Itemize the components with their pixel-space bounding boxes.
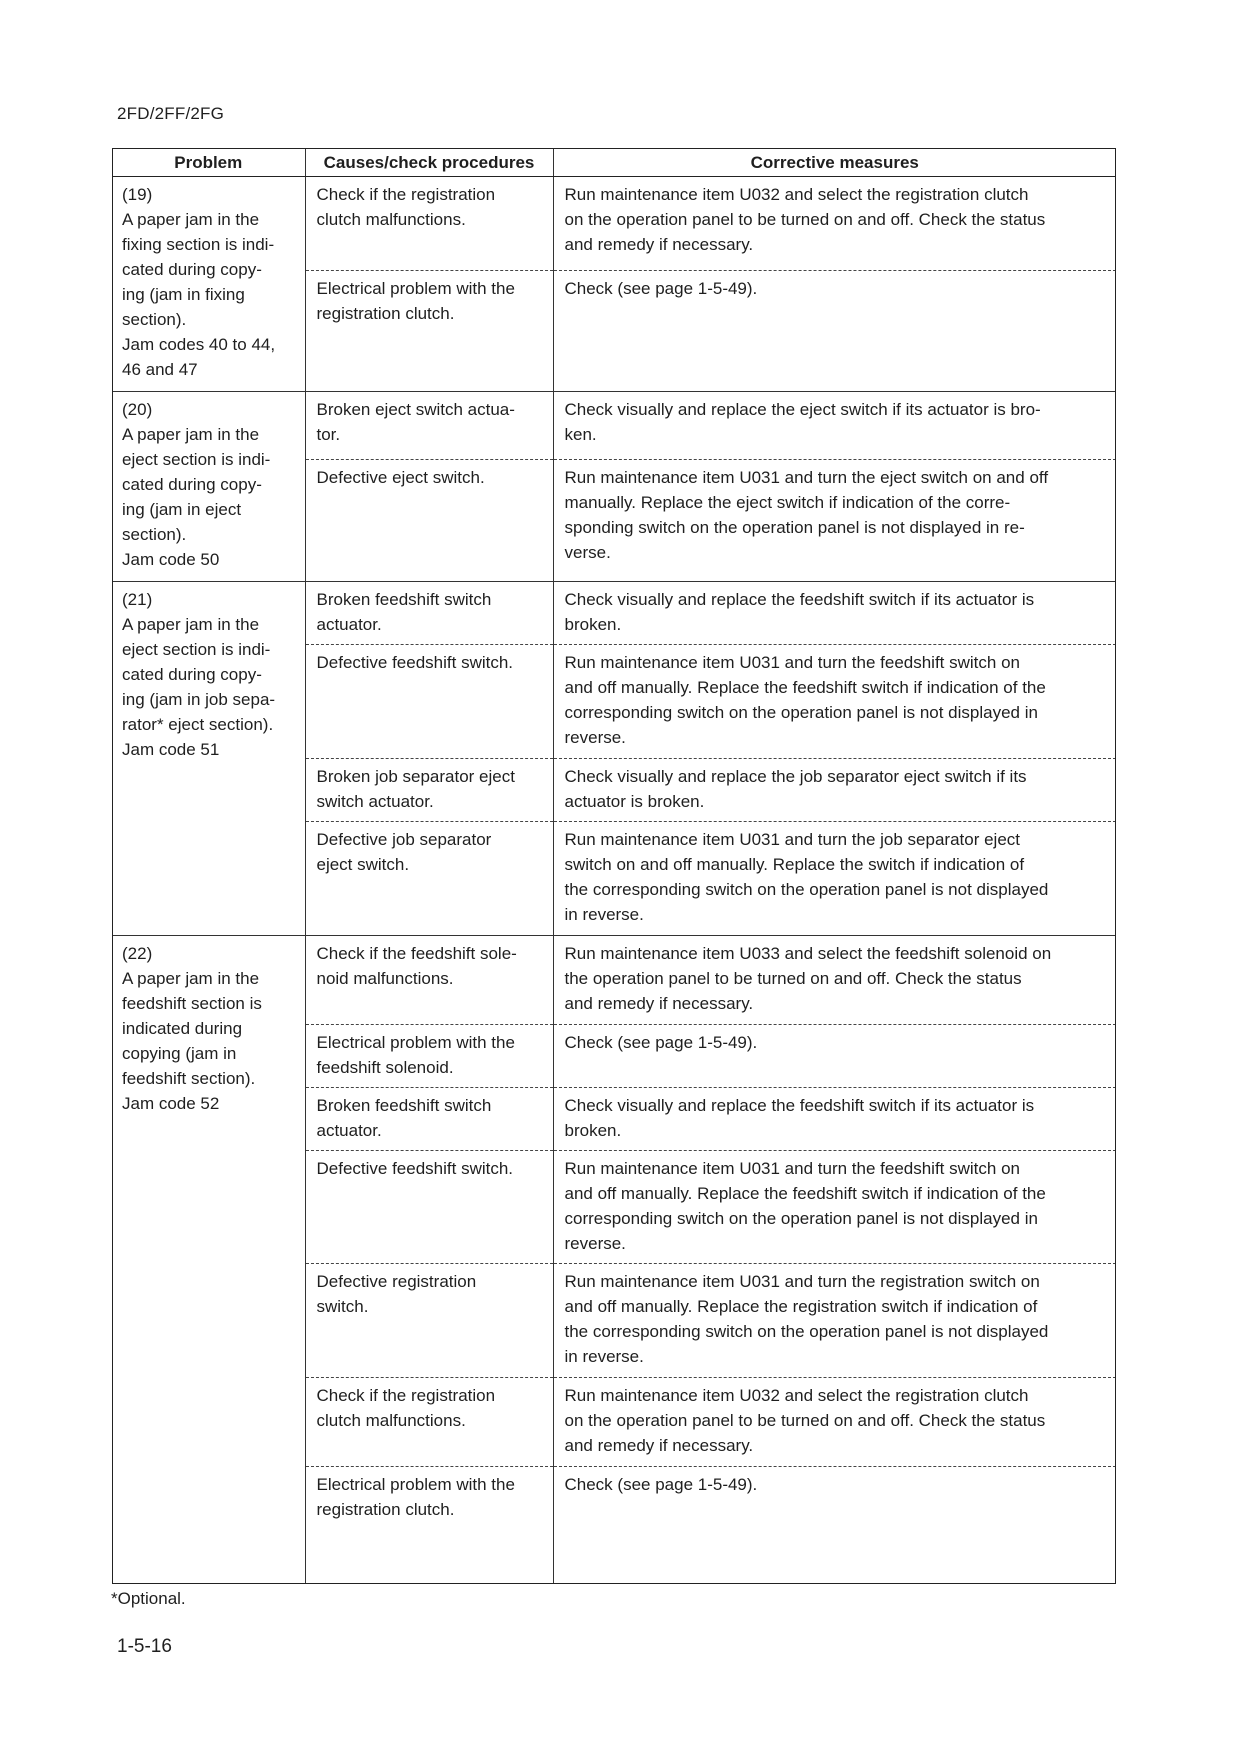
problem-text-line: fixing section is indi- [122, 235, 275, 254]
cause-text-line: Check if the feedshift sole- [316, 944, 517, 964]
problem-text-line: 46 and 47 [122, 360, 198, 379]
problem-text-line: A paper jam in the [122, 425, 260, 445]
cause-cell [305, 1466, 553, 1584]
measure-text-line: reverse. [564, 1233, 626, 1253]
problem-text-line: Jam code 51 [122, 740, 220, 760]
measure-text-line: and off manually. Replace the registration switch if indication of [564, 1297, 1038, 1317]
measure-text-line: actuator is broken. [564, 792, 705, 812]
problem-text-line: rator* eject section). [122, 715, 274, 735]
measure-text-line: sponding switch on the operation panel is not displayed in re- [564, 518, 1025, 538]
measure-text-line: and off manually. Replace the feedshift switch if indication of the [564, 678, 1046, 698]
problem-text-line: copying (jam in [122, 1044, 237, 1064]
measure-text-line: Run maintenance item U031 and turn the feedshift switch on [564, 653, 1020, 673]
cause-cell [305, 1378, 553, 1466]
column-header-measures: Corrective measures [553, 148, 1116, 177]
cause-text-line: Check if the registration [316, 1386, 496, 1406]
measure-text-line: broken. [564, 615, 622, 635]
measure-text-line: the corresponding switch on the operation panel is not displayed [564, 1322, 1049, 1342]
cause-text-line: Broken feedshift switch [316, 590, 492, 610]
measure-text-line: Check (see page 1-5-49). [564, 1474, 758, 1494]
cause-cell [305, 582, 553, 645]
cause-text-line: tor. [316, 425, 341, 445]
measure-text-line: Check visually and replace the feedshift switch if its actuator is [564, 1095, 1035, 1115]
problem-text-line: eject section is indi- [122, 640, 271, 660]
cause-cell [305, 271, 553, 392]
problem-text-line: cated during copy- [122, 665, 262, 685]
measure-cell [553, 936, 1116, 1024]
cause-text-line: Defective registration [316, 1272, 477, 1292]
cause-text-line: Broken feedshift switch [316, 1095, 492, 1115]
measure-text-line: corresponding switch on the operation panel is not displayed in [564, 1208, 1038, 1228]
measure-text-line: and off manually. Replace the feedshift switch if indication of the [564, 1183, 1046, 1203]
measure-text-line: Run maintenance item U031 and turn the feedshift switch on [564, 1158, 1020, 1178]
cause-text-line: Defective feedshift switch. [316, 653, 514, 673]
cause-text-line: actuator. [316, 615, 382, 635]
cause-text-line: feedshift solenoid. [316, 1057, 454, 1077]
measure-text-line: in reverse. [564, 905, 644, 925]
cause-text-line: registration clutch. [316, 1499, 455, 1519]
problem-cell [112, 582, 305, 936]
cause-text-line: Defective feedshift switch. [316, 1158, 514, 1178]
cause-text-line: switch actuator. [316, 792, 434, 812]
measure-text-line: manually. Replace the eject switch if indication of the corre- [564, 493, 1011, 513]
table-body [112, 177, 1116, 1585]
measure-text-line: Run maintenance item U033 and select the feedshift solenoid on [564, 944, 1052, 964]
cause-cell [305, 1087, 553, 1150]
cause-text-line: Defective job separator [316, 830, 492, 850]
cause-cell [305, 1264, 553, 1378]
problem-text-line: feedshift section is [122, 994, 262, 1014]
problem-text-line: Jam codes 40 to 44, [122, 335, 276, 354]
cause-text-line: registration clutch. [316, 304, 455, 324]
problem-text-line: ing (jam in eject [122, 500, 242, 520]
column-header-causes: Causes/check procedures [305, 148, 553, 177]
problem-text-line: A paper jam in the [122, 210, 260, 229]
measure-text-line: corresponding switch on the operation panel is not displayed in [564, 703, 1038, 723]
cause-cell [305, 1024, 553, 1087]
measure-text-line: Check visually and replace the feedshift switch if its actuator is [564, 590, 1035, 610]
cause-text-line: Electrical problem with the [316, 1032, 515, 1052]
measure-text-line: Check (see page 1-5-49). [564, 279, 758, 299]
measure-cell [553, 1466, 1116, 1584]
cause-cell [305, 392, 553, 460]
problem-text-line: section). [122, 525, 187, 545]
table-row [112, 177, 1116, 271]
document-header-model: 2FD/2FF/2FG [117, 104, 225, 123]
problem-text-line: ing (jam in job sepa- [122, 690, 276, 710]
problem-text-line: A paper jam in the [122, 615, 260, 635]
troubleshooting-table [112, 148, 1116, 1584]
cause-cell [305, 1150, 553, 1264]
measure-text-line: and remedy if necessary. [564, 994, 754, 1014]
measure-cell [553, 1024, 1116, 1087]
cause-text-line: eject switch. [316, 855, 410, 875]
cause-text-line: clutch malfunctions. [316, 210, 466, 229]
cause-cell [305, 759, 553, 822]
table-row [112, 936, 1116, 1024]
measure-text-line: Check visually and replace the job separator eject switch if its [564, 767, 1027, 787]
table-header-row [112, 148, 1116, 177]
problem-cell [112, 936, 305, 1584]
problem-text-line: Jam code 52 [122, 1094, 220, 1114]
problem-text-line: eject section is indi- [122, 450, 271, 470]
measure-text-line: on the operation panel to be turned on and off. Check the status [564, 210, 1046, 229]
problem-text-line: (21) [122, 590, 153, 610]
cause-cell [305, 822, 553, 936]
measure-text-line: and remedy if necessary. [564, 235, 754, 254]
cause-text-line: clutch malfunctions. [316, 1411, 466, 1431]
problem-text-line: ing (jam in fixing [122, 285, 245, 304]
cause-text-line: switch. [316, 1297, 369, 1317]
problem-text-line: feedshift section). [122, 1069, 256, 1089]
measure-text-line: switch on and off manually. Replace the switch if indication of [564, 855, 1025, 875]
problem-cell [112, 177, 305, 392]
problem-text-line: Jam code 50 [122, 550, 220, 570]
cause-cell [305, 177, 553, 271]
measure-text-line: Run maintenance item U032 and select the registration clutch [564, 1386, 1029, 1406]
table-row [112, 392, 1116, 460]
measure-text-line: ken. [564, 425, 597, 445]
cause-text-line: Electrical problem with the [316, 279, 515, 299]
measure-text-line: in reverse. [564, 1347, 644, 1367]
measure-text-line: Run maintenance item U032 and select the registration clutch [564, 185, 1029, 204]
page-number: 1-5-16 [117, 1636, 172, 1657]
measure-cell [553, 1264, 1116, 1378]
measure-cell [553, 1087, 1116, 1150]
measure-text-line: on the operation panel to be turned on and off. Check the status [564, 1411, 1046, 1431]
measure-text-line: Run maintenance item U031 and turn the job separator eject [564, 830, 1020, 850]
measure-text-line: Check visually and replace the eject switch if its actuator is bro- [564, 400, 1041, 420]
measure-text-line: the corresponding switch on the operation panel is not displayed [564, 880, 1049, 900]
measure-cell [553, 582, 1116, 645]
measure-text-line: and remedy if necessary. [564, 1436, 754, 1456]
measure-text-line: Check (see page 1-5-49). [564, 1032, 758, 1052]
measure-text-line: verse. [564, 543, 611, 563]
measure-cell [553, 822, 1116, 936]
problem-text-line: (19) [122, 185, 153, 204]
table-row [112, 582, 1116, 645]
problem-text-line: (20) [122, 400, 153, 420]
measure-text-line: Run maintenance item U031 and turn the registration switch on [564, 1272, 1040, 1292]
measure-cell [553, 177, 1116, 271]
measure-cell [553, 645, 1116, 759]
column-header-problem: Problem [112, 148, 305, 177]
problem-text-line: cated during copy- [122, 260, 262, 279]
cause-cell [305, 460, 553, 582]
measure-text-line: the operation panel to be turned on and off. Check the status [564, 969, 1022, 989]
cause-text-line: Defective eject switch. [316, 468, 485, 488]
cause-text-line: noid malfunctions. [316, 969, 454, 989]
problem-text-line: cated during copy- [122, 475, 262, 495]
problem-cell [112, 392, 305, 582]
measure-text-line: reverse. [564, 728, 626, 748]
problem-text-line: indicated during [122, 1019, 243, 1039]
measure-text-line: broken. [564, 1120, 622, 1140]
problem-text-line: (22) [122, 944, 153, 964]
cause-text-line: Broken job separator eject [316, 767, 515, 787]
cause-text-line: Check if the registration [316, 185, 496, 204]
cause-cell [305, 645, 553, 759]
cause-cell [305, 936, 553, 1024]
measure-cell [553, 1378, 1116, 1466]
measure-text-line: Run maintenance item U031 and turn the eject switch on and off [564, 468, 1049, 488]
cause-text-line: Broken eject switch actua- [316, 400, 515, 420]
cause-text-line: Electrical problem with the [316, 1474, 515, 1494]
cause-text-line: actuator. [316, 1120, 382, 1140]
measure-cell [553, 392, 1116, 460]
measure-cell [553, 271, 1116, 392]
footnote: *Optional. [111, 1589, 186, 1608]
measure-cell [553, 759, 1116, 822]
problem-text-line: section). [122, 310, 187, 329]
problem-text-line: A paper jam in the [122, 969, 260, 989]
measure-cell [553, 1150, 1116, 1264]
measure-cell [553, 460, 1116, 582]
